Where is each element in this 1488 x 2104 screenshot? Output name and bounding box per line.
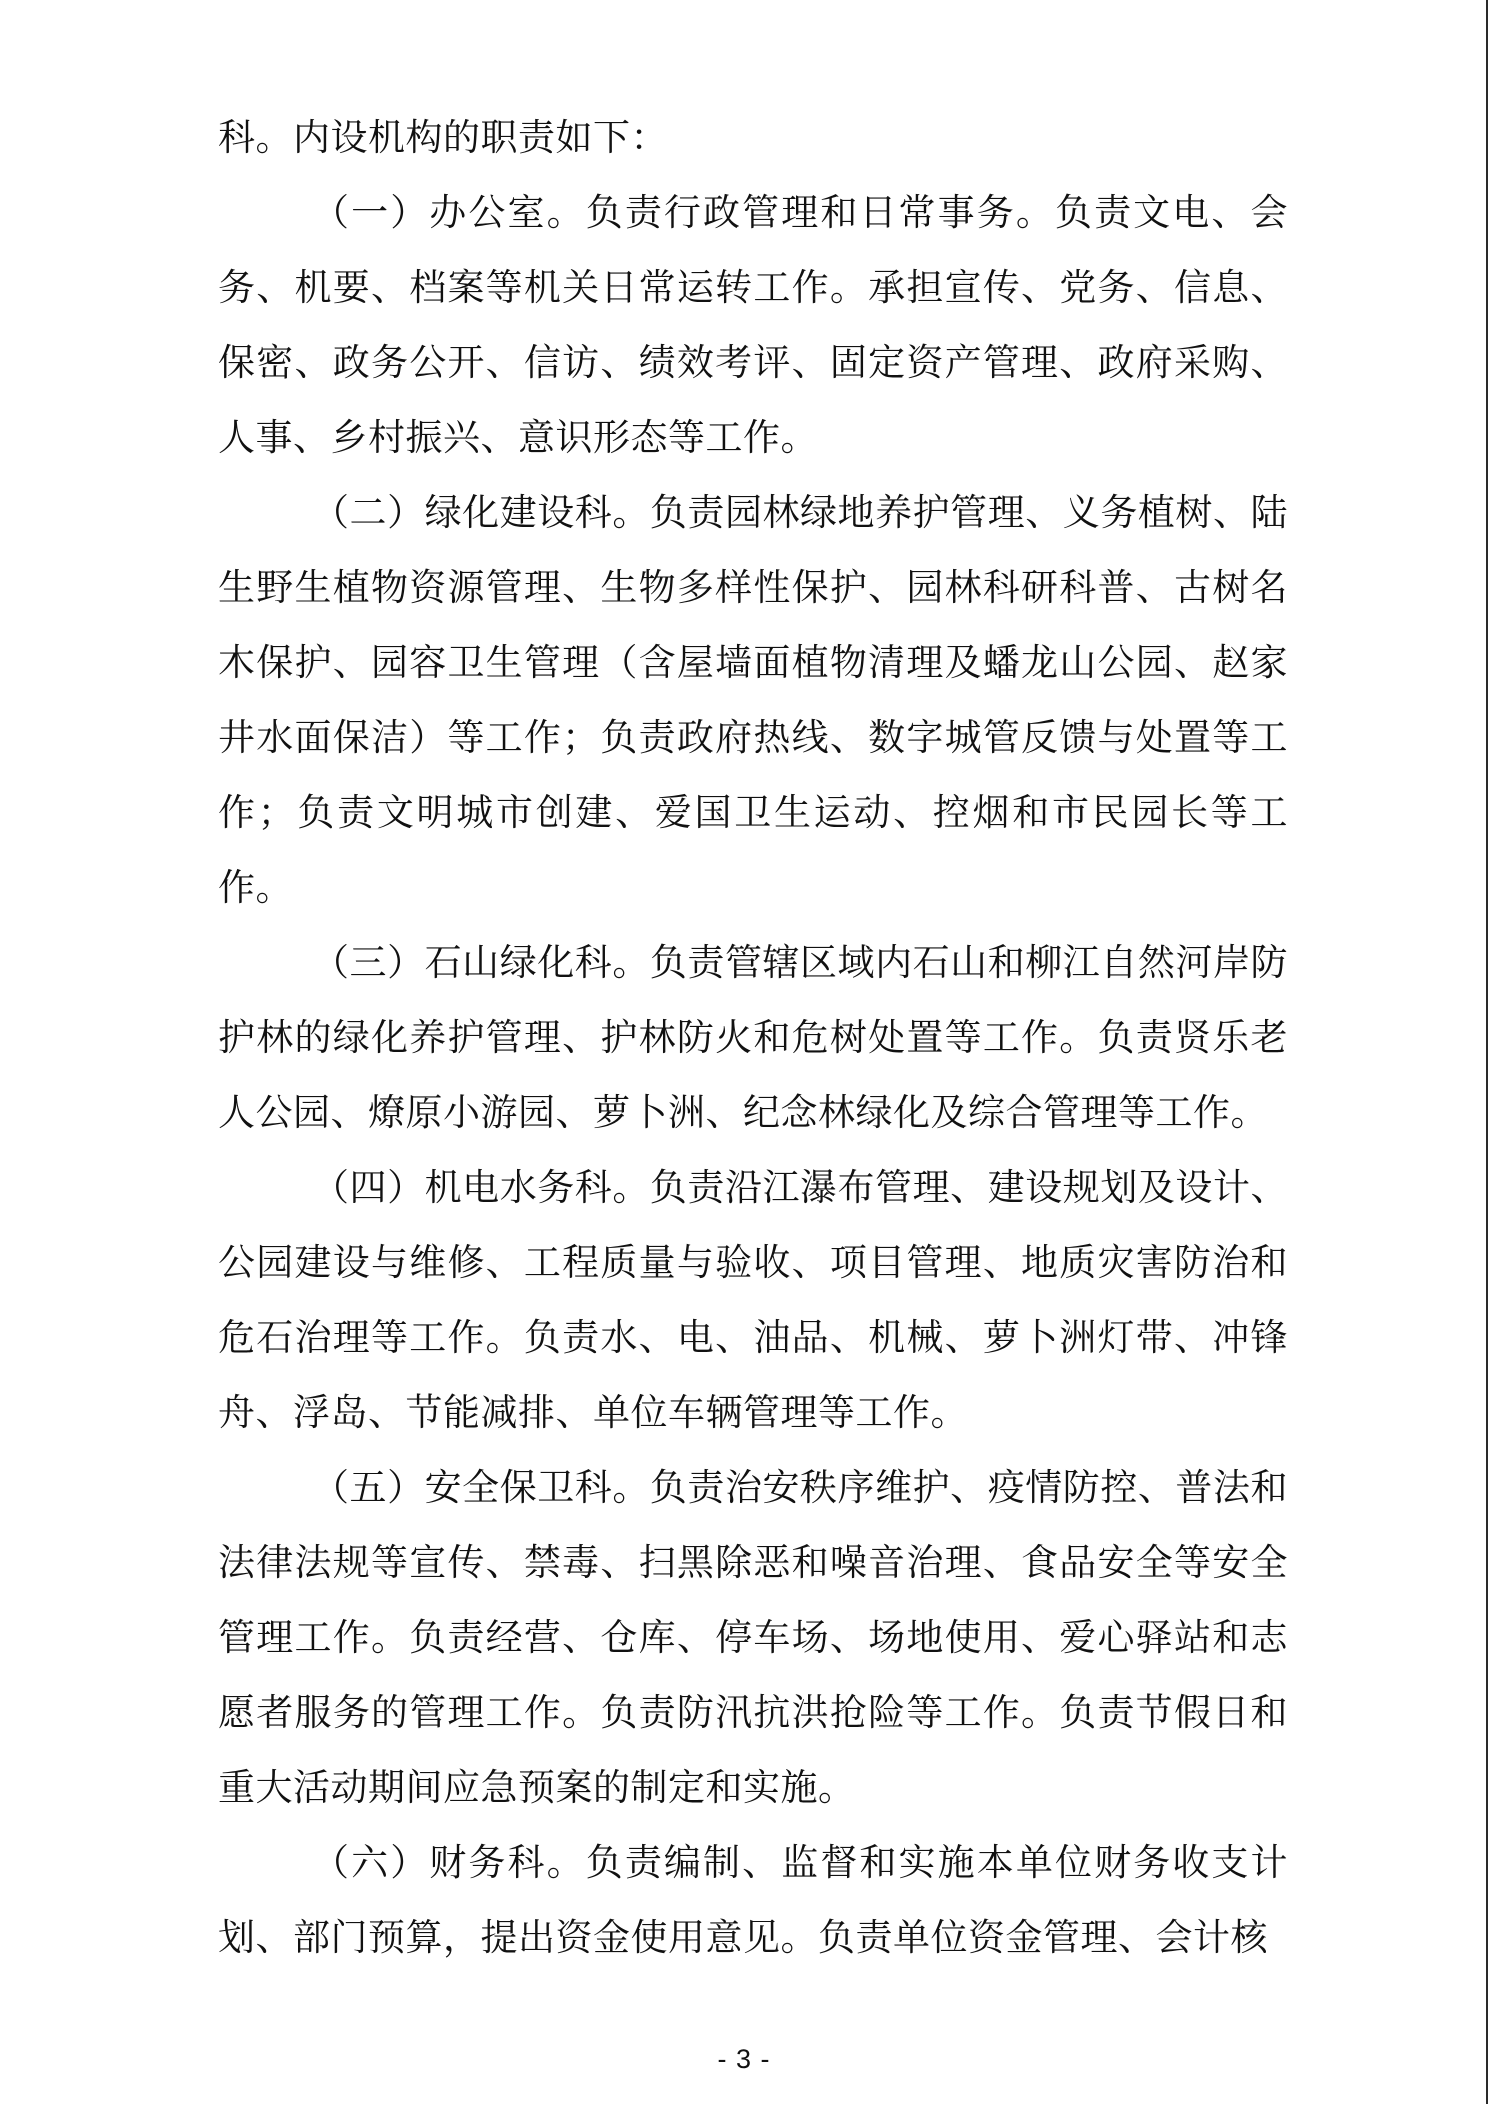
paragraph-office: （一）办公室。负责行政管理和日常事务。负责文电、会务、机要、档案等机关日常运转工作。承担宣传、党务、信息、保密、政务公开、信访、绩效考评、固定资产管理、政府采购、人事、乡村振兴、意识形态等工作。 [218, 191, 1288, 459]
document-body [218, 100, 1288, 1975]
paragraph-security: （五）安全保卫科。负责治安秩序维护、疫情防控、普法和法律法规等宣传、禁毒、扫黑除恶和噪音治理、食品安全等安全管理工作。负责经营、仓库、停车场、场地使用、爱心驿站和志愿者服务的管理工作。负责防汛抗洪抢险等工作。负责节假日和重大活动期间应急预案的制定和实施。 [218, 1466, 1288, 1809]
paragraph-greening-construction: （二）绿化建设科。负责园林绿地养护管理、义务植树、陆生野生植物资源管理、生物多样性保护、园林科研科普、古树名木保护、园容卫生管理（含屋墙面植物清理及蟠龙山公园、赵家井水面保洁）等工作；负责政府热线、数字城管反馈与处置等工作；负责文明城市创建、爱国卫生运动、控烟和市民园长等工作。 [218, 491, 1288, 909]
page-number: - 3 - [717, 2044, 771, 2074]
paragraph-rock-hill-greening: （三）石山绿化科。负责管辖区域内石山和柳江自然河岸防护林的绿化养护管理、护林防火和危树处置等工作。负责贤乐老人公园、燎原小游园、萝卜洲、纪念林绿化及综合管理等工作。 [218, 941, 1288, 1134]
paragraph-finance: （六）财务科。负责编制、监督和实施本单位财务收支计划、部门预算，提出资金使用意见。负责单位资金管理、会计核 [218, 1841, 1288, 1959]
paragraph-mechanical-water: （四）机电水务科。负责沿江瀑布管理、建设规划及设计、公园建设与维修、工程质量与验收、项目管理、地质灾害防治和危石治理等工作。负责水、电、油品、机械、萝卜洲灯带、冲锋舟、浮岛、节能减排、单位车辆管理等工作。 [218, 1166, 1288, 1434]
paragraph-intro: 科。内设机构的职责如下： [218, 116, 668, 159]
